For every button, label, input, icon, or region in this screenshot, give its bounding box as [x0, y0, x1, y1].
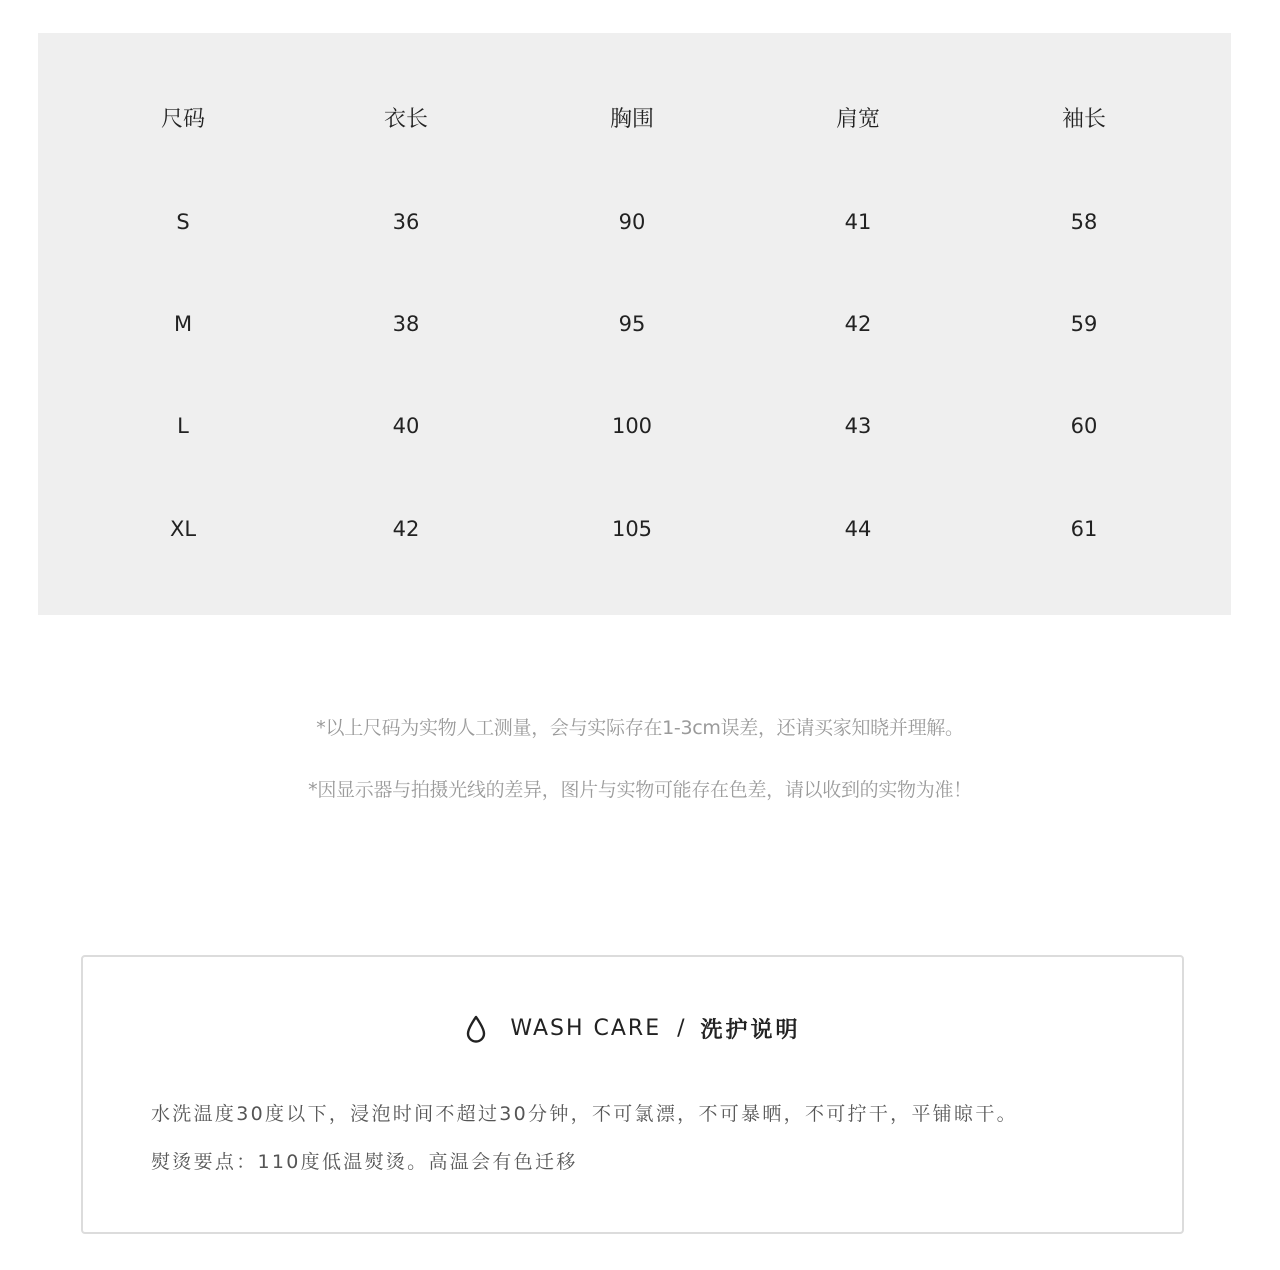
table-row	[38, 509, 1231, 549]
size-table	[38, 33, 1231, 615]
table-cell: XL	[169, 517, 197, 541]
header-sleeve: 袖长	[1061, 107, 1106, 132]
ironing-instructions-line: 熨烫要点：110度低温熨烫。高温会有色迁移	[151, 1151, 578, 1173]
size-table-panel	[38, 33, 1231, 615]
table-cell: 38	[392, 312, 420, 336]
table-cell: 59	[1070, 312, 1098, 336]
header-length: 衣长	[383, 107, 428, 132]
wash-care-card	[81, 955, 1184, 1234]
table-cell: 41	[844, 210, 872, 234]
table-cell: 60	[1070, 414, 1098, 438]
table-cell: 42	[392, 517, 420, 541]
table-cell: 95	[618, 312, 646, 336]
title-separator: /	[677, 1016, 685, 1041]
table-cell: S	[176, 210, 190, 234]
table-cell: 42	[844, 312, 872, 336]
wash-care-title: WASH CARE	[510, 1016, 662, 1041]
table-cell: 44	[844, 517, 872, 541]
header-shoulder: 肩宽	[835, 107, 880, 132]
table-cell: 58	[1070, 210, 1098, 234]
table-row	[38, 406, 1231, 446]
color-disclaimer-note: *因显示器与拍摄光线的差异，图片与实物可能存在色差，请以收到的实物为准！	[308, 779, 972, 801]
table-row	[38, 202, 1231, 242]
table-row	[38, 304, 1231, 344]
measurement-note: *以上尺码为实物人工测量，会与实际存在1-3cm误差，还请买家知晓并理解。	[316, 717, 964, 739]
wash-care-heading	[83, 1013, 1182, 1049]
size-table-header-row	[38, 100, 1231, 140]
table-cell: L	[177, 414, 189, 438]
table-cell: 100	[611, 414, 653, 438]
header-size: 尺码	[160, 107, 205, 132]
wash-care-title-cn: 洗护说明	[700, 1018, 801, 1043]
wash-instructions-line: 水洗温度30度以下，浸泡时间不超过30分钟，不可氯漂，不可暴晒，不可拧干，平铺晾干。	[151, 1103, 1018, 1125]
table-cell: 36	[392, 210, 420, 234]
table-cell: 61	[1070, 517, 1098, 541]
table-cell: 90	[618, 210, 646, 234]
header-chest: 胸围	[609, 107, 654, 132]
table-cell: 40	[392, 414, 420, 438]
table-cell: M	[173, 312, 193, 336]
table-cell: 43	[844, 414, 872, 438]
water-drop-icon	[464, 1014, 488, 1044]
table-cell: 105	[611, 517, 653, 541]
